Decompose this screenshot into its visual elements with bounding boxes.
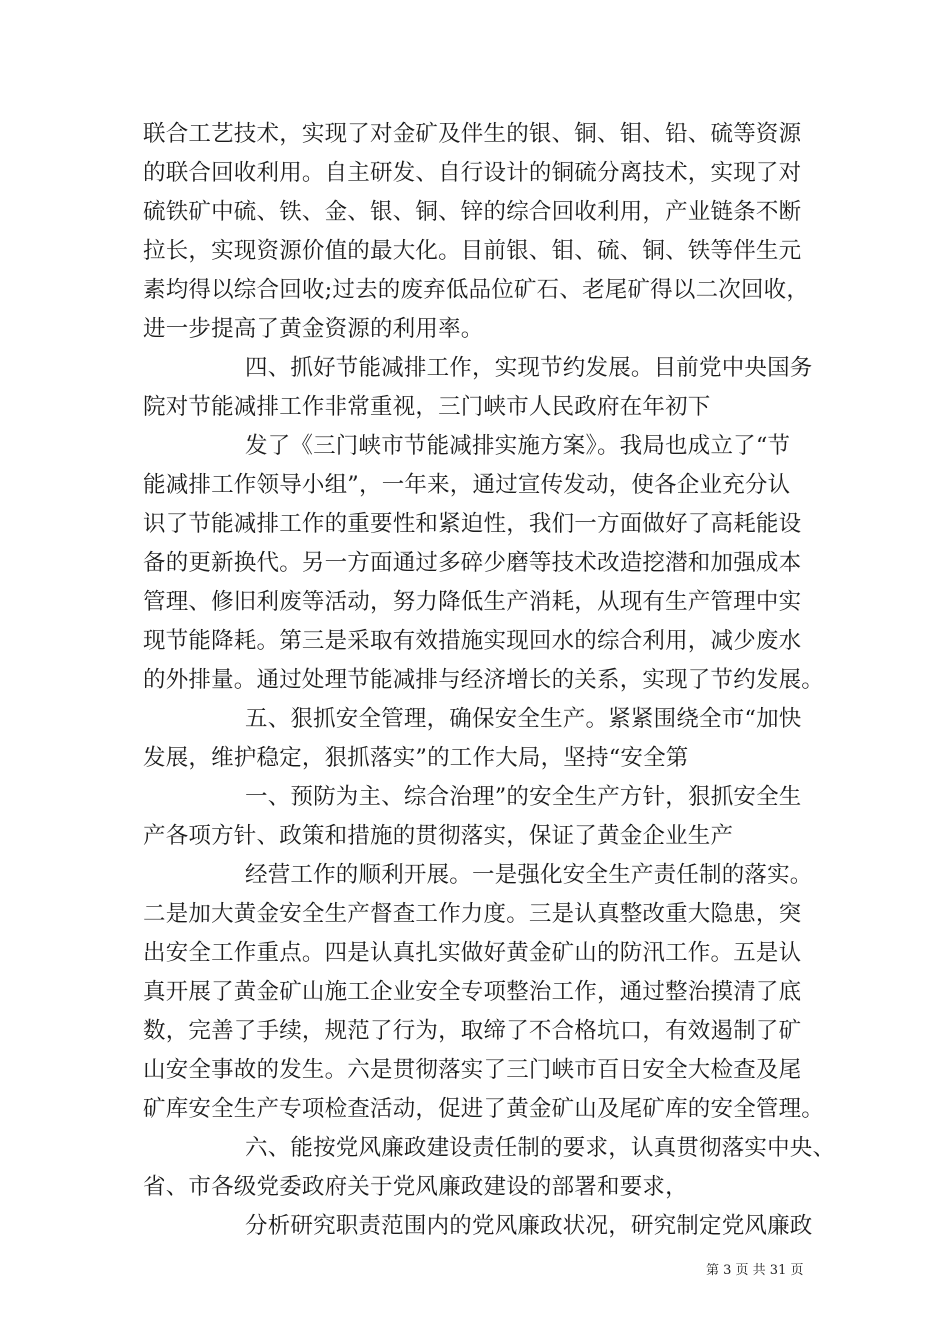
text-line: 二是加大黄金安全生产督查工作力度。三是认真整改重大隐患，突 (143, 901, 802, 927)
text-line: 的联合回收利用。自主研发、自行设计的铜硫分离技术，实现了对 (143, 160, 802, 186)
text-line: 硫铁矿中硫、铁、金、银、铜、锌的综合回收利用，产业链条不断 (143, 199, 802, 225)
text-line: 一、预防为主、综合治理”的安全生产方针，狠抓安全生 (245, 784, 802, 810)
text-line: 山安全事故的发生。六是贯彻落实了三门峡市百日安全大检查及尾 (143, 1057, 802, 1083)
text-line: 真开展了黄金矿山施工企业安全专项整治工作，通过整治摸清了底 (143, 979, 802, 1005)
text-line: 院对节能减排工作非常重视，三门峡市人民政府在年初下 (143, 394, 711, 420)
text-line: 数，完善了手续，规范了行为，取缔了不合格坑口，有效遏制了矿 (143, 1018, 802, 1044)
text-line: 分析研究职责范围内的党风廉政状况，研究制定党风廉政 (245, 1213, 813, 1239)
text-line: 六、能按党风廉政建设责任制的要求，认真贯彻落实中央、 (245, 1135, 836, 1161)
text-line: 备的更新换代。另一方面通过多碎少磨等技术改造挖潜和加强成本 (143, 550, 802, 576)
text-line: 识了节能减排工作的重要性和紧迫性，我们一方面做好了高耗能设 (143, 511, 802, 537)
text-line: 联合工艺技术，实现了对金矿及伴生的银、铜、钼、铅、硫等资源 (143, 121, 802, 147)
text-line: 矿库安全生产专项检查活动，促进了黄金矿山及尾矿库的安全管理。 (143, 1096, 825, 1122)
page-number: 第 3 页 共 31 页 (706, 1263, 804, 1278)
text-line: 四、抓好节能减排工作，实现节约发展。目前党中央国务 (245, 355, 813, 381)
text-line: 素均得以综合回收;过去的废弃低品位矿石、老尾矿得以二次回收， (143, 277, 810, 303)
text-line: 出安全工作重点。四是认真扎实做好黄金矿山的防汛工作。五是认 (143, 940, 802, 966)
text-line: 的外排量。通过处理节能减排与经济增长的关系，实现了节约发展。 (143, 667, 825, 693)
text-line: 管理、修旧利废等活动，努力降低生产消耗，从现有生产管理中实 (143, 589, 802, 615)
text-line: 能减排工作领导小组”，一年来，通过宣传发动，使各企业充分认 (143, 472, 791, 498)
text-line: 现节能降耗。第三是采取有效措施实现回水的综合利用，减少废水 (143, 628, 802, 654)
text-line: 省、市各级党委政府关于党风廉政建设的部署和要求， (143, 1174, 688, 1200)
text-line: 经营工作的顺利开展。一是强化安全生产责任制的落实。 (245, 862, 813, 888)
text-line: 产各项方针、政策和措施的贯彻落实，保证了黄金企业生产 (143, 823, 734, 849)
text-line: 发了《三门峡市节能减排实施方案》。我局也成立了“节 (245, 433, 791, 459)
text-line: 拉长，实现资源价值的最大化。目前银、钼、硫、铜、铁等伴生元 (143, 238, 802, 264)
text-line: 进一步提高了黄金资源的利用率。 (143, 316, 484, 342)
text-line: 五、狠抓安全管理，确保安全生产。紧紧围绕全市“加快 (245, 706, 802, 732)
text-line: 发展，维护稳定，狠抓落实”的工作大局，坚持“安全第 (143, 745, 689, 771)
